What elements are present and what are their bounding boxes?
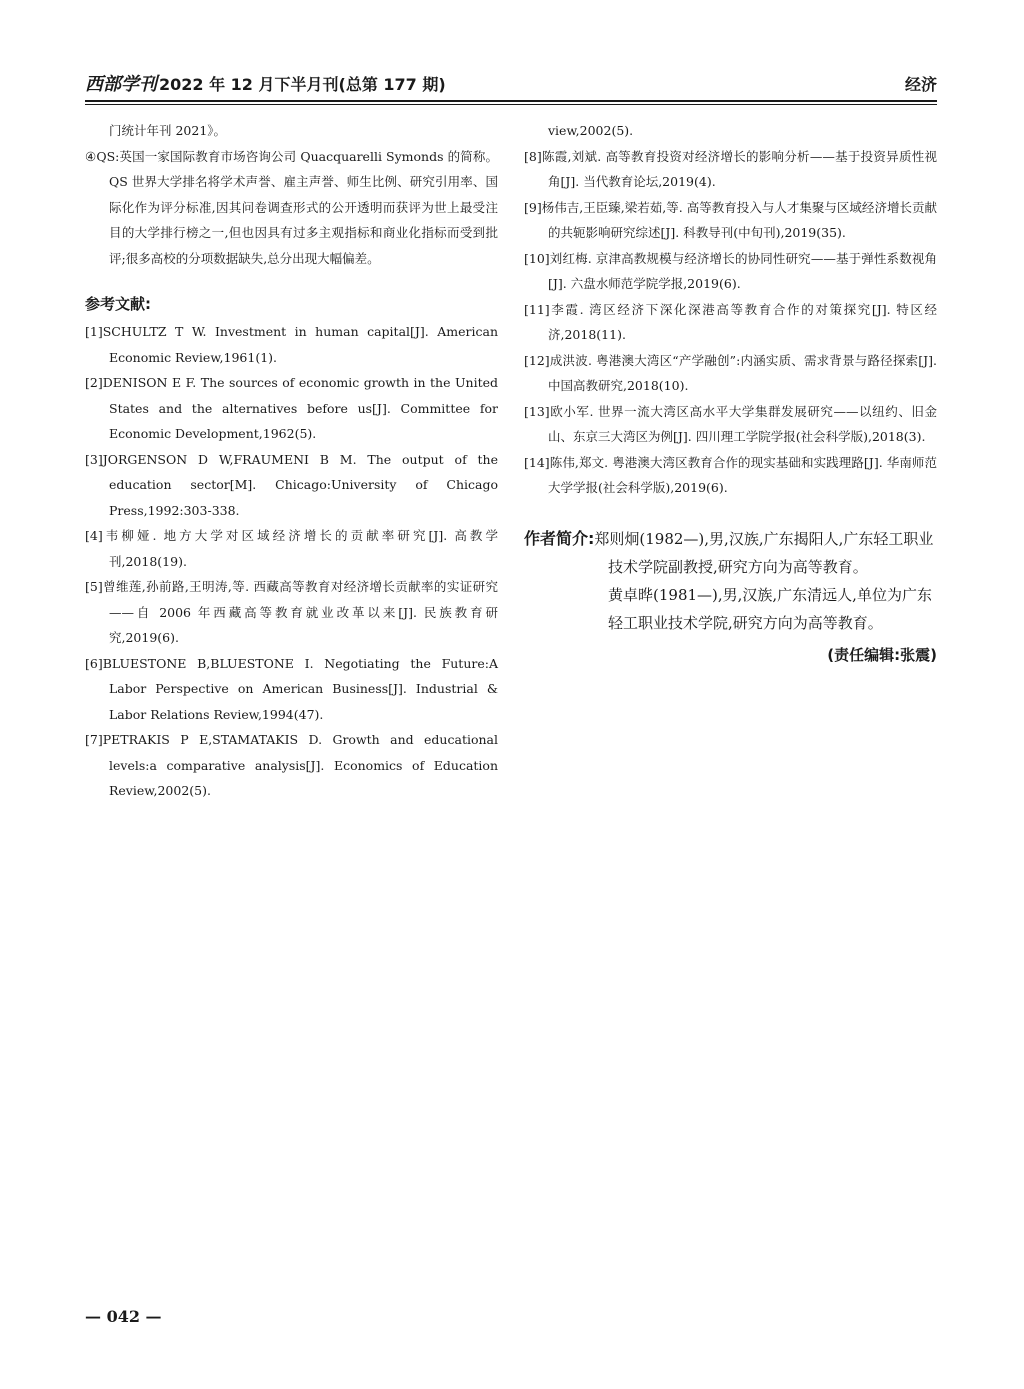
author-label: 作者简介:: [524, 528, 595, 548]
journal-name: 西部学刊: [85, 74, 157, 95]
references-heading: 参考文献:: [85, 295, 151, 313]
section-name: 经济: [904, 75, 937, 94]
header-rule-thin: [85, 104, 937, 105]
author-1: [524, 525, 937, 581]
responsible-editor: (责任编辑:张震): [827, 645, 937, 664]
reference-item: [9]杨伟吉,王臣臻,梁若茹,等. 高等教育投入与人才集聚与区域经济增长贡献的共轭影响研究综述[J]. 科教导刊(中旬刊),2019(35).: [524, 199, 937, 240]
reference-continuation: view,2002(5).: [548, 123, 634, 138]
reference-item: [14]陈伟,郑文. 粤港澳大湾区教育合作的现实基础和实践理路[J]. 华南师范大学学报(社会科学版),2019(6).: [524, 454, 937, 495]
page-number: — 042 —: [85, 1307, 162, 1326]
right-column: [524, 118, 937, 667]
reference-item: [13]欧小军. 世界一流大湾区高水平大学集群发展研究——以纽约、旧金山、东京三大湾区为例[J]. 四川理工学院学报(社会科学版),2018(3).: [524, 403, 937, 444]
header-issue-info: [85, 74, 446, 96]
reference-item: [7]PETRAKIS P E,STAMATAKIS D. Growth and educational levels:a comparative analysis[J]. Economics of Education Review,2002(5).: [85, 732, 498, 798]
reference-item: [8]陈霞,刘斌. 高等教育投资对经济增长的影响分析——基于投资异质性视角[J]. 当代教育论坛,2019(4).: [524, 148, 937, 189]
running-header: [85, 74, 937, 96]
reference-item: [3]JORGENSON D W,FRAUMENI B M. The output of the education sector[M]. Chicago:University of Chicago Press,1992:303-338.: [85, 451, 498, 518]
header-rule: [85, 100, 937, 102]
issue-text: 2022 年 12 月下半月刊(总第 177 期): [159, 75, 446, 94]
reference-item: [2]DENISON E F. The sources of economic growth in the United States and the alternatives before us[J]. Committee for Economic Development,1962(5).: [85, 375, 498, 441]
footnote-4: ④QS:英国一家国际教育市场咨询公司 Quacquarelli Symonds 的简称。QS 世界大学排名将学术声誉、雇主声誉、师生比例、研究引用率、国际化作为评分标准,因其问卷调查形式的公开透明而获评为世上最受注目的大学排行榜之一,但也因具有过多主观指标和商业化指标而受到批评;很多高校的分项数据缺失,总分出现大幅偏差。: [85, 148, 498, 266]
author-1-text: 郑则炯(1982—),男,汉族,广东揭阳人,广东轻工职业技术学院副教授,研究方向为高等教育。: [594, 529, 934, 576]
reference-item: [11]李霞. 湾区经济下深化深港高等教育合作的对策探究[J]. 特区经济,2018(11).: [524, 301, 937, 342]
author-bio: [524, 525, 937, 667]
reference-item: [1]SCHULTZ T W. Investment in human capital[J]. American Economic Review,1961(1).: [85, 324, 498, 365]
reference-item: [10]刘红梅. 京津高教规模与经济增长的协同性研究——基于弹性系数视角[J]. 六盘水师范学院学报,2019(6).: [524, 250, 937, 291]
reference-item: [6]BLUESTONE B,BLUESTONE I. Negotiating the Future:A Labor Perspective on American Business[J]. Industrial & Labor Relations Review,1994(47).: [85, 655, 498, 722]
left-column: [85, 118, 498, 804]
author-2: 黄卓晔(1981—),男,汉族,广东清远人,单位为广东轻工职业技术学院,研究方向为高等教育。: [608, 585, 932, 632]
reference-item: [4]韦柳娅. 地方大学对区域经济增长的贡献率研究[J]. 高教学刊,2018(19).: [85, 528, 498, 569]
reference-item: [12]成洪波. 粤港澳大湾区“产学融创”:内涵实质、需求背景与路径探索[J]. 中国高教研究,2018(10).: [524, 352, 937, 393]
note-continuation: 门统计年刊 2021》。: [109, 123, 227, 138]
reference-item: [5]曾维莲,孙前路,王明涛,等. 西藏高等教育对经济增长贡献率的实证研究——自 2006 年西藏高等教育就业改革以来[J]. 民族教育研究,2019(6).: [85, 579, 498, 645]
